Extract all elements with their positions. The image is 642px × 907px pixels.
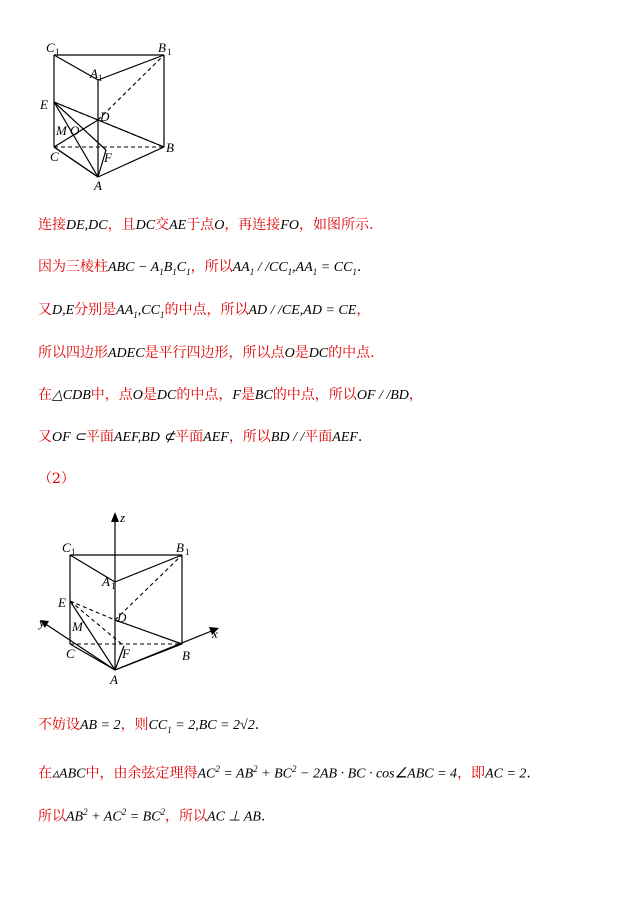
text: 所以	[38, 808, 66, 825]
math: AC = 2	[485, 766, 527, 782]
math: CC	[148, 718, 168, 733]
math: C	[176, 260, 187, 275]
proof-line-3	[38, 301, 370, 324]
part-2-heading	[38, 470, 75, 488]
math-sup: 2	[160, 807, 166, 817]
text: 平面	[304, 429, 333, 445]
math-sup: 2	[215, 764, 220, 774]
math: BD / /	[270, 430, 305, 445]
text: 在	[38, 387, 52, 403]
label-c: C	[66, 646, 75, 661]
math: D,E	[52, 303, 75, 318]
text: 中，点	[90, 387, 133, 403]
math: AEF	[332, 430, 358, 445]
math: △CDB	[52, 388, 91, 403]
proof-line-5	[38, 386, 423, 405]
solution-line-3	[38, 803, 265, 827]
text: 的中点.	[328, 345, 375, 361]
math-sub: 1	[172, 266, 177, 277]
math-sub: 1	[133, 309, 138, 320]
math-sup: 2	[83, 807, 88, 817]
label-a1-sub: 1	[98, 73, 103, 83]
label-c: C	[50, 149, 59, 164]
math: = 2,BC = 2√2	[171, 718, 255, 733]
math-sub: 1	[312, 266, 318, 277]
label-m: M	[72, 619, 83, 634]
math: ADEC	[108, 346, 145, 361]
prism-figure-1	[34, 40, 194, 195]
math: FO	[280, 218, 299, 233]
math: AB = 2	[80, 718, 121, 733]
text: .	[526, 765, 531, 782]
label-b1: B	[176, 540, 184, 555]
math: AC ⊥ AB	[207, 809, 261, 825]
text: ，则	[120, 717, 149, 733]
label-a1: A	[90, 66, 98, 81]
text: 又	[38, 302, 52, 318]
math-sub: 1	[159, 309, 165, 320]
math: = CC	[317, 260, 353, 275]
label-a: A	[110, 672, 118, 687]
label-c1-sub: 1	[71, 547, 76, 557]
text: ，	[408, 387, 423, 403]
label-b1-sub: 1	[185, 547, 190, 557]
math: = BC	[126, 809, 161, 825]
heading-text: （2）	[38, 471, 75, 487]
label-x: x	[212, 626, 218, 641]
math: AA	[116, 303, 134, 318]
label-f: F	[122, 646, 130, 661]
math: F	[232, 388, 241, 403]
text: 因为三棱柱	[38, 259, 108, 275]
math: AB	[66, 809, 84, 825]
solution-line-1	[38, 716, 259, 739]
text: .	[260, 808, 266, 825]
text: 平面	[85, 429, 114, 445]
text: 所以四边形	[38, 345, 108, 361]
math: = AB	[219, 766, 254, 782]
math: AD / /CE,AD = CE	[248, 303, 357, 318]
math-sub: 1	[159, 266, 164, 277]
proof-line-6	[38, 428, 362, 447]
text: ，所以	[190, 259, 233, 275]
text: 是平行四边形，所以点	[144, 345, 285, 361]
label-d: D	[100, 109, 110, 124]
math: O	[214, 218, 225, 233]
label-b: B	[182, 648, 190, 663]
z-axis-arrow-icon	[111, 512, 119, 522]
label-d: D	[117, 610, 127, 625]
text: .	[254, 717, 260, 733]
label-y: y	[39, 615, 45, 630]
text: 中，由余弦定理得	[85, 765, 198, 782]
label-e: E	[40, 97, 48, 112]
text: 交	[155, 217, 170, 233]
math: O	[284, 346, 295, 361]
prism-diagram-2	[34, 510, 229, 690]
proof-line-1	[38, 216, 373, 235]
text: 在	[38, 765, 52, 782]
math: O	[132, 388, 143, 403]
text: ，即	[457, 765, 486, 782]
math: AA	[232, 260, 250, 275]
math: ,AA	[292, 260, 313, 275]
math: AEF	[203, 430, 229, 445]
text: 于点	[186, 217, 215, 233]
text: ，所以	[228, 429, 271, 445]
text: 又	[38, 429, 52, 445]
math: DC	[135, 218, 156, 233]
math: AE	[169, 218, 187, 233]
math: B	[163, 260, 173, 275]
math-sup: 2	[253, 764, 258, 774]
label-o: O	[70, 123, 80, 138]
label-e: E	[58, 595, 66, 610]
label-b1-sub: 1	[167, 47, 172, 57]
math: + BC	[257, 766, 293, 782]
label-b: B	[166, 140, 174, 155]
math: ▵ABC	[52, 766, 86, 782]
text: 不妨设	[38, 717, 80, 733]
label-z: z	[120, 510, 126, 525]
math: BC	[254, 388, 273, 403]
math: DC	[156, 388, 177, 403]
prism-diagram-1	[34, 40, 194, 195]
prism-figure-2	[34, 510, 229, 690]
text: ，	[356, 302, 371, 318]
solution-line-2	[38, 760, 531, 784]
text: ，所以	[165, 808, 208, 825]
text: 是	[294, 345, 309, 361]
math-sub: 1	[249, 266, 255, 277]
text: ，且	[107, 217, 136, 233]
text: ，再连接	[224, 217, 281, 233]
label-c1: C	[46, 40, 55, 55]
text: 的中点，所以	[272, 387, 357, 403]
text: 是	[142, 387, 157, 403]
math: ABC − A	[108, 260, 160, 275]
text: .	[356, 259, 362, 275]
math: / /CC	[254, 260, 288, 275]
label-c1-sub: 1	[55, 47, 60, 57]
text: .	[357, 429, 363, 445]
text: 分别是	[74, 302, 117, 318]
label-m: M	[56, 123, 67, 138]
proof-line-4	[38, 344, 375, 363]
label-a1-sub: 1	[111, 581, 116, 591]
math: OF / /BD	[356, 388, 409, 403]
math-sub: 1	[287, 266, 293, 277]
proof-line-2	[38, 258, 361, 281]
math: OF ⊂	[52, 430, 86, 445]
math-sup: 2	[292, 764, 297, 774]
label-a: A	[94, 178, 102, 193]
label-b1: B	[158, 40, 166, 55]
label-a1: A	[102, 574, 110, 589]
text: 的中点，所以	[164, 302, 249, 318]
math: DE,DC	[66, 218, 108, 233]
math-sub: 1	[167, 724, 172, 735]
math: AC	[197, 766, 216, 782]
text: 平面	[175, 429, 204, 445]
math: − 2AB · BC · cos∠ABC = 4	[296, 766, 458, 782]
math-sub: 1	[352, 266, 357, 277]
label-f: F	[104, 150, 112, 165]
text: 是	[240, 387, 255, 403]
math: DC	[308, 346, 329, 361]
text: 的中点，	[176, 387, 233, 403]
math-sub: 1	[186, 266, 191, 277]
text: 连接	[38, 217, 66, 233]
label-c1: C	[62, 540, 71, 555]
math-sup: 2	[121, 807, 127, 817]
math: AEF,BD ⊄	[113, 430, 176, 445]
math: ,CC	[137, 303, 160, 318]
math: + AC	[87, 809, 122, 825]
text: ，如图所示.	[298, 217, 374, 233]
